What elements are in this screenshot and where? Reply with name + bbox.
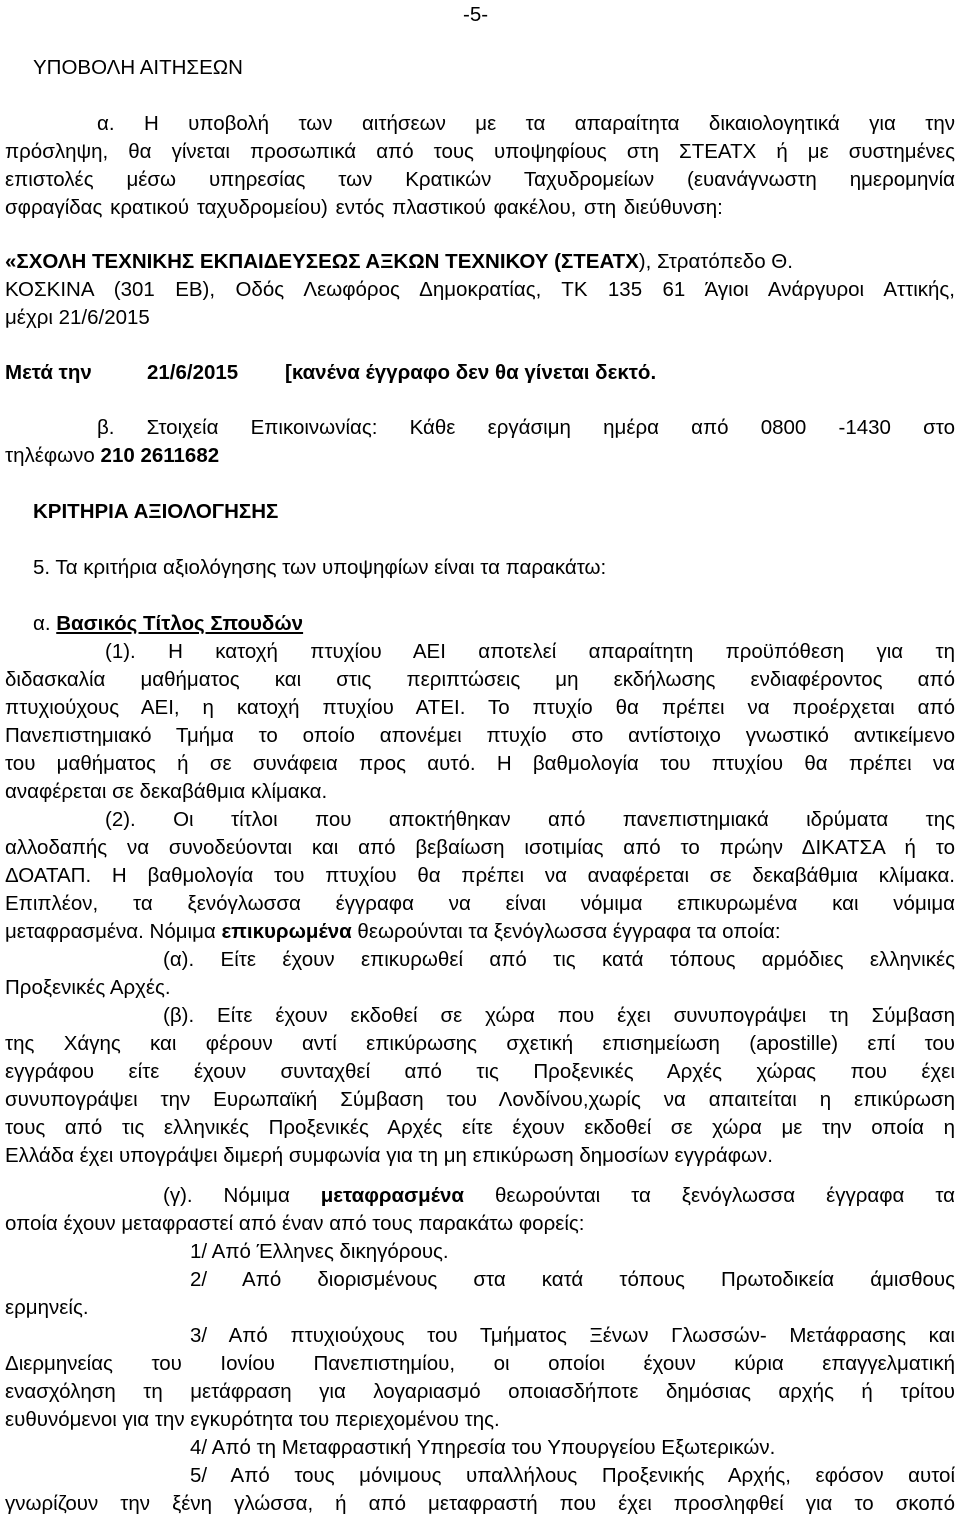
bold-term-certified: επικυρωμένα [221,920,352,943]
address-line: ΚΟΣΚΙΝΑ (301 ΕΒ), Οδός Λεωφόρος Δημοκρατίας, ΤΚ 135 61 Άγιοι Ανάργυροι Αττικής, [5,278,955,301]
contact-line: β. Στοιχεία Επικοινωνίας: Κάθε εργάσιμη ημέρα από 0800 -1430 στο [97,416,955,439]
criteria-text-line: της Χάγης και φέρουν αντί επικύρωσης σχετική επισημείωση (apostille) επί του [5,1032,955,1055]
translator-item: 5/ Από τους μόνιμους υπαλλήλους Προξενικής Αρχής, εφόσον αυτοί [190,1464,955,1487]
text-segment: (γ). Νόμιμα [163,1184,321,1207]
criteria-text-line: διδασκαλία μαθήματος και στις περιπτώσεις μη εκδήλωσης ενδιαφέροντος από [5,668,955,691]
criteria-text-line: Προξενικές Αρχές. [5,976,171,999]
translator-item: 1/ Από Έλληνες δικηγόρους. [190,1240,449,1263]
criteria-text-line: (2). Οι τίτλοι που αποκτήθηκαν από πανεπιστημιακά ιδρύματα της [105,808,955,831]
criteria-text-line: (β). Είτε έχουν εκδοθεί σε χώρα που έχει συνυπογράψει τη Σύμβαση [163,1004,955,1027]
criteria-text-line: αλλοδαπής να συνοδεύονται και από βεβαίωση ισοτιμίας από το πρώην ΔΙΚΑΤΣΑ ή το [5,836,955,859]
deadline-label: Μετά την [5,361,92,384]
criteria-text-line: γνωρίζουν την ξένη γλώσσα, ή από μεταφραστή που έχει προσληφθεί για το σκοπό [5,1492,955,1515]
criteria-text-line [5,918,955,946]
criteria-text-line: ευθυνόμενοι για την εγκυρότητα του περιεχομένου της. [5,1408,500,1431]
criteria-text-line: πτυχιούχους ΑΕΙ, η κατοχή πτυχίου ΑΤΕΙ. Το πτυχίο θα πρέπει να προέρχεται από [5,696,955,719]
address-deadline-line: μέχρι 21/6/2015 [5,306,150,329]
criteria-subheading [33,610,303,638]
phone-label: τηλέφωνο [5,444,101,467]
criteria-text-line: αναφέρεται σε δεκαβάθμια κλίμακα. [5,780,328,803]
criteria-text-line: (α). Είτε έχουν επικυρωθεί από τις κατά τόπους αρμόδιες ελληνικές [163,948,955,971]
page-number: -5- [463,3,489,26]
criteria-text-line: οποία έχουν μεταφραστεί από έναν από τους παρακάτω φορείς: [5,1212,585,1235]
criteria-text-line: ενασχόληση τη μετάφραση για λογαριασμό οποιασδήποτε δημόσιας αρχής ή τρίτου [5,1380,955,1403]
criteria-text-line: Επιπλέον, τα ξενόγλωσσα έγγραφα να είναι νόμιμα επικυρωμένα και νόμιμα [5,892,955,915]
deadline-note: [κανένα έγγραφο δεν θα γίνεται δεκτό. [285,361,657,384]
criteria-text-line [163,1182,955,1210]
subheading-prefix: α. [33,612,57,635]
criteria-text-line: (1). Η κατοχή πτυχίου ΑΕΙ αποτελεί απαραίτητη προϋπόθεση για τη [105,640,955,663]
translator-item: 4/ Από τη Μεταφραστική Υπηρεσία του Υπουργείου Εξωτερικών. [190,1436,776,1459]
translator-item: 3/ Από πτυχιούχους του Τμήματος Ξένων Γλωσσών- Μετάφρασης και [190,1324,955,1347]
text-segment: θεωρούνται τα ξενόγλωσσα έγγραφα τα οποία: [351,920,781,943]
submission-paragraph-line: επιστολές μέσω υπηρεσίας των Κρατικών Ταχυδρομείων (ευανάγνωστη ημερομηνία [5,168,955,191]
address-location: ), Στρατόπεδο Θ. [638,250,793,273]
criteria-text-line: συνυπογράψει την Ευρωπαϊκή Σύμβαση του Λονδίνου,χωρίς να απαιτείται η επικύρωση [5,1088,955,1111]
bold-term-translated: μεταφρασμένα [320,1184,464,1207]
criteria-text-line: Ελλάδα έχει υπογράψει διμερή συμφωνία για τη μη επικύρωση δημοσίων εγγράφων. [5,1144,773,1167]
contact-phone-line [5,442,955,470]
criteria-text-line: του μαθήματος ή σε συνάφεια προς αυτό. Η βαθμολογία του πτυχίου θα πρέπει να [5,752,955,775]
text-segment: μεταφρασμένα. Νόμιμα [5,920,222,943]
criteria-text-line: Διερμηνείας του Ιονίου Πανεπιστημίου, οι οποίοι έχουν κύρια επαγγελματική [5,1352,955,1375]
criteria-text-line: τους από τις ελληνικές Προξενικές Αρχές είτε έχουν εκδοθεί σε χώρα με την οποία η [5,1116,955,1139]
submission-paragraph-line: σφραγίδας κρατικού ταχυδρομείου) εντός πλαστικού φακέλου, στη διεύθυνση: [5,196,723,219]
basic-degree-title: Βασικός Τίτλος Σπουδών [56,612,304,635]
deadline-date: 21/6/2015 [147,361,239,384]
criteria-text-line: ΔΟΑΤΑΠ. Η βαθμολογία του πτυχίου θα πρέπει να αναφέρεται σε δεκαβάθμια κλίμακα. [5,864,955,887]
translator-item: 2/ Από διορισμένους στα κατά τόπους Πρωτοδικεία άμισθους [190,1268,955,1291]
section-heading-criteria: ΚΡΙΤΗΡΙΑ ΑΞΙΟΛΟΓΗΣΗΣ [33,500,279,523]
address-line [5,248,955,276]
school-name: «ΣΧΟΛΗ ΤΕΧΝΙΚΗΣ ΕΚΠΑΙΔΕΥΣΕΩΣ ΑΞΚΩΝ ΤΕΧΝΙΚΟΥ (ΣΤΕΑΤΧ [5,250,639,273]
criteria-text-line: Πανεπιστημιακό Τμήμα το οποίο απονέμει πτυχίο στο αντίστοιχο γνωστικό αντικείμενο [5,724,955,747]
submission-paragraph-line: α. Η υποβολή των αιτήσεων με τα απαραίτητα δικαιολογητικά για την [97,112,955,135]
criteria-text-line: εγγράφου είτε έχουν συνταχθεί από τις Προξενικές Αρχές χώρας που έχει [5,1060,955,1083]
criteria-text-line: ερμηνείς. [5,1296,89,1319]
section-heading-submission: ΥΠΟΒΟΛΗ ΑΙΤΗΣΕΩΝ [33,56,243,79]
phone-number: 210 2611682 [100,444,220,467]
criteria-item-5: 5. Τα κριτήρια αξιολόγησης των υποψηφίων είναι τα παρακάτω: [33,556,607,579]
submission-paragraph-line: πρόσληψη, θα γίνεται προσωπικά από τους υποψηφίους στη ΣΤΕΑΤΧ ή με συστημένες [5,140,955,163]
text-segment: θεωρούνται τα ξενόγλωσσα έγγραφα τα [463,1184,955,1207]
